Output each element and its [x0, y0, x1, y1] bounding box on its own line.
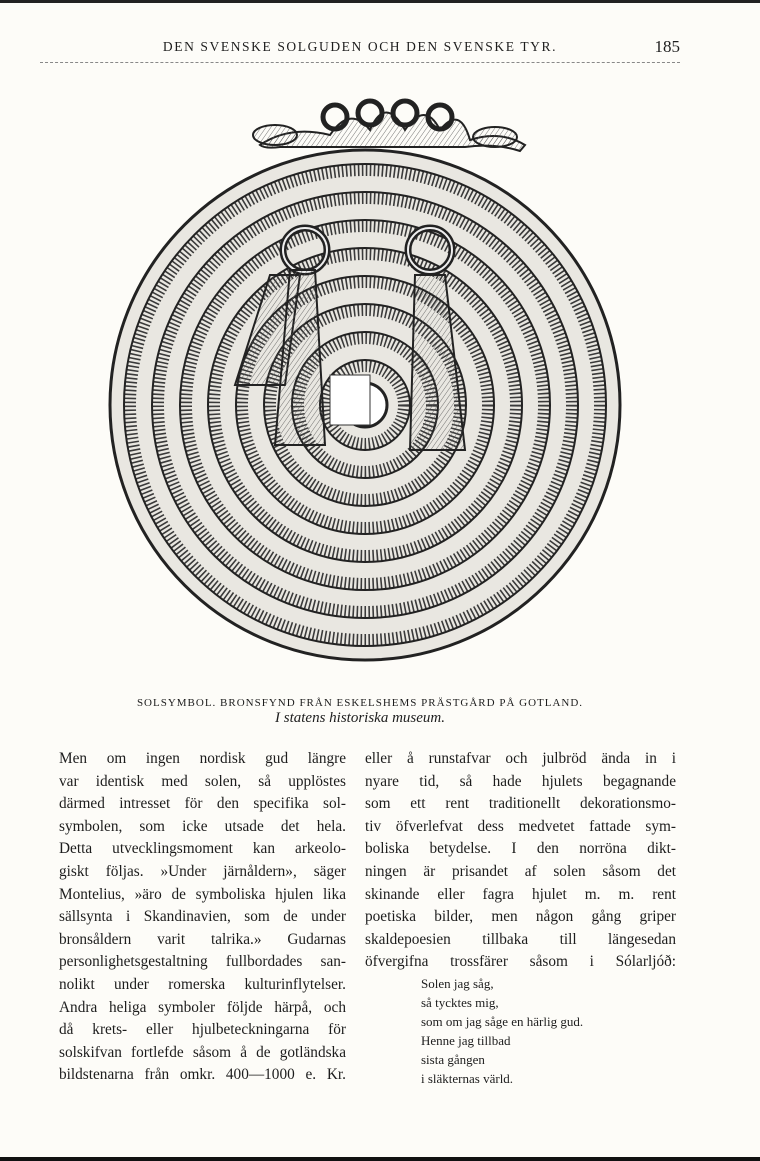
text-line: Men om ingen nordisk gud längre	[59, 750, 346, 767]
text-line: giskt följas. »Under järnåldern», säger	[59, 862, 346, 880]
text-line: eller å runstafvar och julbröd ända in i	[365, 750, 676, 767]
page-header	[40, 36, 680, 63]
text-line: skinande eller fagra hjulet m. m. rent	[365, 885, 676, 903]
text-line: nolikt under romerska kulturinflytelser.	[59, 975, 346, 993]
poem-line: Henne jag tillbad	[421, 1032, 511, 1048]
spiral-crown	[253, 101, 525, 151]
text-line: poetiska bilder, men någon gång griper	[365, 908, 676, 926]
left-text-column	[59, 748, 346, 1087]
text-line: skaldepoesien tillbaka till längesedan	[365, 930, 676, 948]
text-line: som ett rent traditionellt dekorationsmo-	[365, 795, 676, 813]
text-line: bronsåldern varit talrika.» Gudarnas	[59, 930, 346, 948]
running-title: DEN SVENSKE SOLGUDEN OCH DEN SVENSKE TYR.	[162, 39, 558, 54]
page-bottom-edge	[0, 1157, 760, 1161]
poem-stanza	[421, 974, 676, 1088]
poem-line: i släkternas värld.	[421, 1070, 514, 1086]
figure-subcaption: I statens historiska museum.	[275, 710, 445, 726]
right-text-column	[365, 748, 676, 1088]
poem-line: så tycktes mig,	[421, 994, 499, 1010]
text-line: boliska betydelse. I den norröna dikt-	[365, 840, 676, 858]
bronze-disc-illustration	[100, 85, 660, 675]
text-line: då krets- eller hjulbeteckningarna för	[59, 1021, 346, 1039]
text-line: Montelius, »äro de symboliska hjulen lika	[59, 885, 346, 903]
text-line: personlighetsgestaltning fullbordades san-	[59, 953, 346, 971]
page-number: 185	[654, 37, 680, 56]
poem-line: som om jag såge en härlig gud.	[421, 1013, 584, 1029]
text-line: nyare tid, så hade hjulets begagnande	[365, 772, 676, 790]
text-line: tiv öfverlefvat dess medvetet fattade sym-	[365, 817, 676, 835]
text-line: därmed intresset för den specifika sol-	[59, 795, 346, 813]
poem-line: sista gången	[421, 1051, 485, 1067]
page-top-edge	[0, 0, 760, 3]
text-line: bildstenarna från omkr. 400—1000 e. Kr.	[59, 1066, 346, 1084]
figure-caption: SOLSYMBOL. BRONSFYND FRÅN ESKELSHEMS PRÄSTGÅRD PÅ GOTLAND.	[136, 697, 584, 709]
text-line: sällsynta i Skandinavien, som de under	[59, 908, 346, 926]
text-line: Detta utvecklingsmoment kan arkeolo-	[59, 840, 346, 858]
text-line: Andra heliga symboler följde härpå, och	[59, 998, 346, 1016]
text-line: solskifvan fortlefde såsom å de gotländska	[59, 1043, 346, 1061]
solar-disc-icon	[100, 85, 660, 675]
poem-line: Solen jag såg,	[421, 975, 494, 991]
text-line: symbolen, som icke utsade det hela.	[59, 817, 346, 835]
text-line: öfvergifna trossfärer såsom i Sólarljóð:	[365, 953, 676, 971]
text-line: ningen är prisandet af solen såsom det	[365, 862, 676, 880]
text-line: var identisk med solen, så upplöstes	[59, 772, 346, 790]
